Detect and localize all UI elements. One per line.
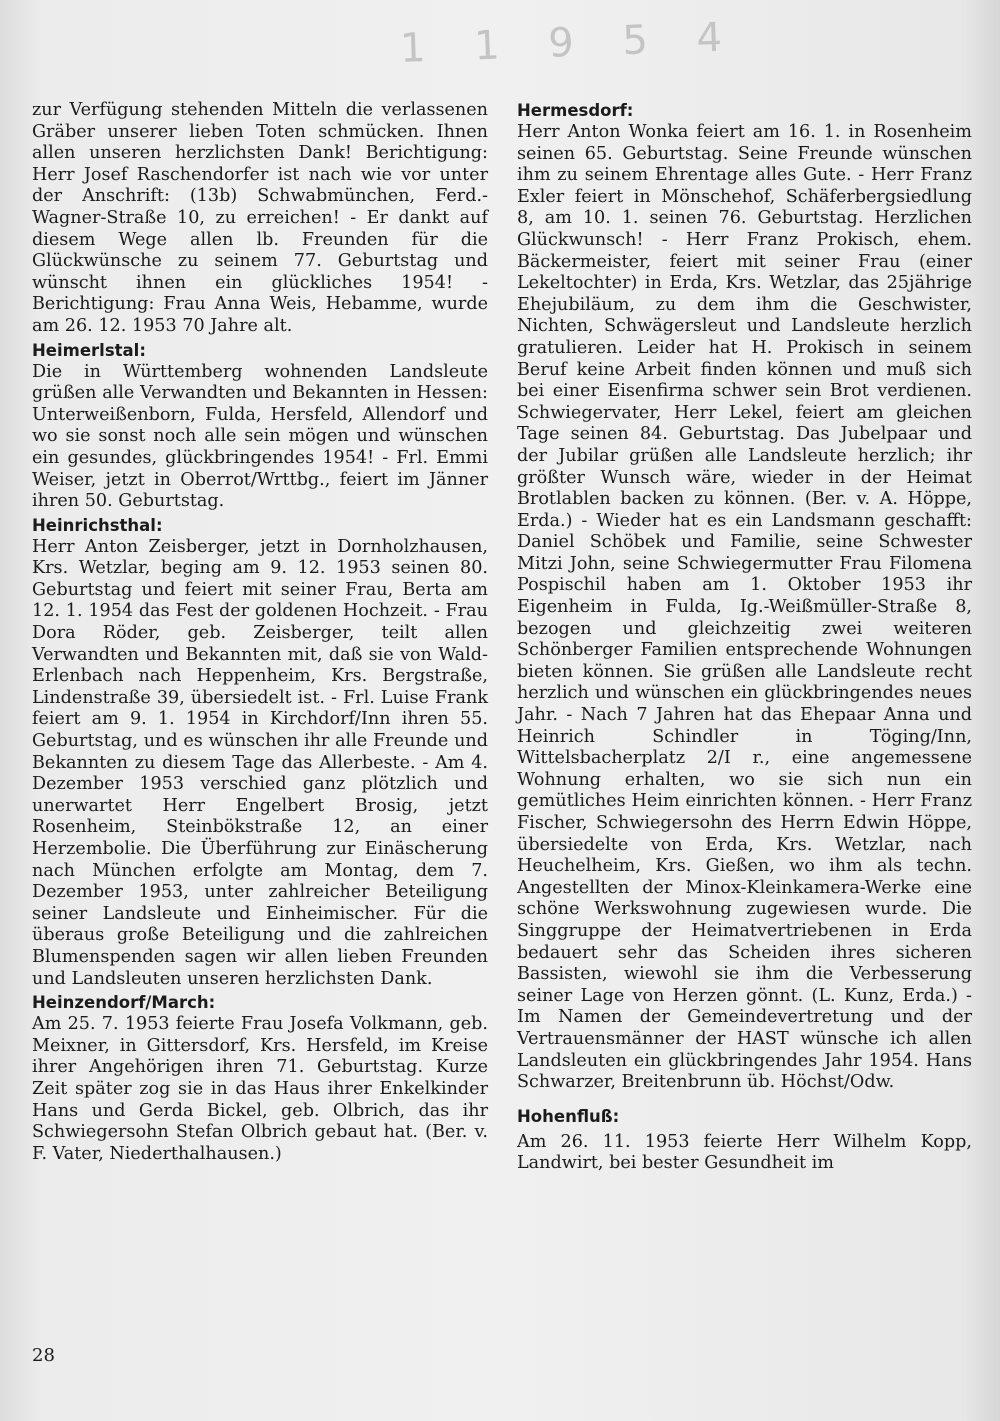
section-heading-heinzendorf: Heinzendorf/March: [32, 993, 216, 1013]
section-text-hermesdorf: Herr Anton Wonka feiert am 16. 1. in Rosenheim seinen 65. Geburtstag. Seine Freunde wünschen ihm zu seinem Ehrentage alles Gute. - Herr Franz Exler feiert in Mönschehof, Schäferbergsiedlung 8, am 10. 1. seinen 76. Geburtstag. Herzlichen Glückwunsch! - Herr Franz Prokisch, ehem. Bäckermeister, feiert mit seiner Frau (einer Lekeltochter) in Erda, Krs. Wetzlar, das 25jährige Ehejubiläum, zu dem ihm die Geschwister, Nichten, Schwägersleut und Landsleute herzlich gratulieren. Leider hat H. Prokisch in seinem Beruf keine Arbeit finden können und muß sich bei einer Eisenfirma schwer sein Brot verdienen. Schwiegervater, Herr Lekel, feiert am gleichen Tage seinen 84. Geburtstag. Das Jubelpaar und der Jubilar grüßen alle Landsleute herzlich; ihr größter Wunsch wäre, wieder in der Heimat Brotlablen backen zu können. (Ber. v. A. Höppe, Erda.) - Wieder hat es ein Landsmann geschafft: Daniel Schöbek und Familie, seine Schwester Mitzi John, seine Schwiegermutter Frau Filomena Pospischil haben am 1. Oktober 1953 ihr Eigenheim in Fulda, Ig.-Weißmüller-Straße 8, bezogen und gleichzeitig zwei weiteren Schönberger Familien entsprechende Wohnungen bieten können. Sie grüßen alle Landsleute recht herzlich und wünschen ein glückbringendes neues Jahr. - Nach 7 Jahren hat das Ehepaar Anna und Heinrich Schindler in Töging/Inn, Wittelsbacherplatz 2/I r., eine angemessene Wohnung erhalten, wo sie sich nun ein gemütliches Heim einrichten können. - Herr Franz Fischer, Schwiegersohn des Herrn Edwin Höppe, übersiedelte von Erda, Krs. Wetzlar, nach Heuchelheim, Krs. Gießen, wo ihm als techn. Angestellten der Minox-Kleinkamera-Werke eine schöne Werkswohnung zugewiesen wurde. Die Singgruppe der Heimatvertriebenen in Erda bedauert sehr das Scheiden ihres sicheren Bassisten, wiewohl sie ihm die Verbesserung seiner Lage von Herzen gönnt. (L. Kunz, Erda.) - Im Namen der Gemeindevertretung und der Vertrauensmänner der HAST wünsche ich allen Landsleuten ein glückbringendes Jahr 1954. Hans Schwarzer, Breitenbrunn üb. Höchst/Odw. [517, 122, 972, 1093]
section-text-heinzendorf: Am 25. 7. 1953 feierte Frau Josefa Volkmann, geb. Meixner, in Gittersdorf, Krs. Hersfeld, im Kreise ihrer Angehörigen ihren 71. Geburtstag. Kurze Zeit später zog sie in das Haus ihrer Enkelkinder Hans und Gerda Bickel, geb. Olbrich, das ihr Schwiegersohn Stefan Olbrich gebaut hat. (Ber. v. F. Vater, Niederthalhausen.) [32, 1014, 488, 1164]
section-heading-heimerlstal: Heimerlstal: [32, 340, 146, 360]
section-text-hohenfluss: Am 26. 11. 1953 feierte Herr Wilhelm Kopp, Landwirt, bei bester Gesundheit im [517, 1131, 972, 1174]
section-text-heimerlstal: Die in Württemberg wohnenden Landsleute grüßen alle Verwandten und Bekannten in Hessen: Unterweißenborn, Fulda, Hersfeld, Allendorf und wo sie sonst noch alle sein mögen und wünschen ein gesundes, glückbringendes 1954! - Frl. Emmi Weiser, jetzt in Oberrot/Wrttbg., feiert im Jänner ihren 50. Geburtstag. [32, 361, 488, 512]
right-column [517, 100, 972, 1175]
section-text-heinrichsthal: Herr Anton Zeisberger, jetzt in Dornholzhausen, Krs. Wetzlar, beging am 9. 12. 1953 seinen 80. Geburtstag und feiert mit seiner Frau, Berta am 12. 1. 1954 das Fest der goldenen Hochzeit. - Frau Dora Röder, geb. Zeisberger, teilt allen Verwandten und Bekannten mit, daß sie von Wald-Erlenbach nach Heppenheim, Krs. Bergstraße, Lindenstraße 39, übersiedelt ist. - Frl. Luise Frank feiert am 9. 1. 1954 in Kirchdorf/Inn ihren 55. Geburtstag, und es wünschen ihr alle Freunde und Bekannten zu diesem Tage das Allerbeste. - Am 4. Dezember 1953 verschied ganz plötzlich und unerwartet Herr Engelbert Brosig, jetzt Rosenheim, Steinbökstraße 12, an einer Herzembolie. Die Überführung zur Einäscherung nach München erfolgte am Montag, dem 7. Dezember 1953, unter zahlreicher Beteiligung seiner Landsleute und Einheimischer. Für die überaus große Beteiligung und die zahlreichen Blumenspenden sagen wir allen lieben Freunden und Landsleuten unseren herzlichsten Dank. [32, 536, 488, 989]
section-heading-heinrichsthal: Heinrichsthal: [32, 515, 163, 535]
left-column [32, 100, 488, 1165]
page-number: 28 [32, 1345, 55, 1366]
section-heading-hermesdorf: Hermesdorf: [517, 101, 634, 120]
intro-paragraph: zur Verfügung stehenden Mitteln die verlassenen Gräber unserer lieben Toten schmücken. Ihnen allen unseren herzlichsten Dank! Berichtigung: Herr Josef Raschendorfer ist nach wie vor unter der Anschrift: (13b) Schwabmünchen, Ferd.-Wagner-Straße 10, zu erreichen! - Er dankt auf diesem Wege allen lb. Freunden für die Glückwünsche zu seinem 77. Geburtstag und wünscht ihnen ein glückliches 1954! - Berichtigung: Frau Anna Weis, Hebamme, wurde am 26. 12. 1953 70 Jahre alt. [32, 100, 488, 336]
archive-stamp: 1 1 9 5 4 [399, 14, 741, 72]
section-heading-hohenfluss: Hohenfluß: [517, 1106, 620, 1126]
